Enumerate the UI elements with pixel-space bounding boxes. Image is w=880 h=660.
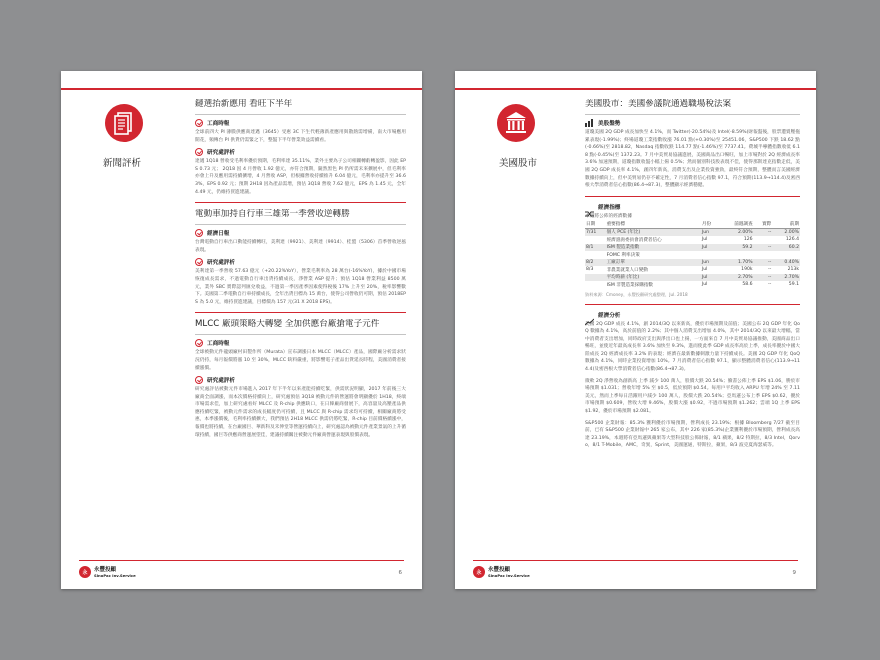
page-title: 美國股市：美國參議院通過職場稅法案 [585, 99, 732, 109]
block-subtitle: 經濟分析 [598, 312, 621, 319]
table-header: 重要指標 [606, 220, 701, 229]
block-subtitle: 研究處評析 [207, 378, 235, 385]
section-label: 新聞評析 [103, 158, 142, 169]
footer-logo [473, 566, 530, 578]
title-rule [195, 334, 406, 335]
table-cell: ISM 製造業指數 [606, 244, 701, 251]
check-circle-icon [195, 258, 203, 266]
table-cell: Jun [701, 259, 720, 266]
table-cell: 126 [743, 237, 753, 243]
check-circle-icon [195, 376, 203, 384]
table-row [585, 228, 800, 236]
table-cell: -- [767, 282, 772, 288]
logo-subtitle: SinoPac Inv.Service [94, 572, 136, 578]
table-row [585, 244, 800, 251]
table-cell: 工廠訂單 [606, 259, 701, 266]
block-subtitle: 經濟日報 [207, 231, 230, 238]
section-separator [585, 304, 800, 305]
top-red-rule [455, 88, 816, 90]
bank-building-icon [497, 104, 535, 142]
logo-name: 永豐投顧 [94, 566, 117, 573]
article-1 [195, 99, 406, 196]
table-cell: 2.00% [720, 228, 754, 236]
table-cell: Jul [701, 282, 708, 288]
table-cell: -- [767, 267, 772, 273]
table-cell [585, 281, 606, 288]
table-cell [585, 251, 606, 258]
top-red-rule [61, 88, 422, 90]
table-cell: -- [754, 274, 773, 281]
block-subtitle: 美股盤勢 [598, 121, 621, 127]
market-text: 道瓊美國 2Q GDP 成長加快至 4.1%，而 Twitter(-20.54%)及 Intel(-8.59%)財報盤後，股票遭賣壓拖累表現(-1.99%)；終場道瓊工業指數收漲 76.01 點(+0.30%)至 25451.06，S&P500 下跌 18.62 點(-0.66%)至 2818.82，Nasdaq 指數收跌 114.77 點(-1.46%)至 7737.41。費城半導體指數收低 6.18 點(-0.45%)至 1372.23。7 月中美貿易協議進展，美國商品出口暢旺，加上市場對於 2Q 經濟成長率 3.6% 加速預期，道瓊指數收盤小幅上揚 0.5%；然而個別科技股表現不佳，使得那斯達克指數走低，美國 2Q GDP 成長率 4.1%，創四年新高，消費支出及企業投資強勁，最終符合預期，整體而言美國經濟數據持續向上，但中美貿易仍存不確定性，7 月消費者信心指數 97.1，符合預期(113.9→114.4)及密西根大學消費者信心指數(86.4→87.3)，整體顯示經濟穩健。 [585, 130, 800, 189]
sinopac-logo-icon: 永 [473, 566, 485, 578]
table-cell: 60.2 [772, 244, 800, 251]
table-cell [585, 274, 606, 281]
table-cell: 8/1 [585, 244, 606, 251]
article-separator [195, 312, 406, 313]
title-rule [585, 114, 800, 115]
table-row [585, 251, 800, 258]
table-cell: Jul [701, 237, 708, 243]
table-header: 前期 [772, 220, 800, 229]
table-caption: 本週將公佈的經濟數據 [585, 213, 632, 219]
table-cell: Jun [701, 228, 720, 236]
section-label: 美國股市 [499, 158, 538, 169]
analysis-paragraph: 微軟 2Q 淨營收為創新高 上季 減少 100 萬人，股價大跌 20.54%；臉書公佈上季 EPS $1.06，勝於市場預期 $1.031；營收年增 5% 至 $0.5，低於預期 $0.54。每用戶平均收入 ARPU 年增 24% 至 7.11 美元，然而上季每日活躍用戶減少 100 萬人，股價大跌 20.54%；亞馬遜公布上季 EPS $0.62，優於市場預期 $0.609，營收大增 9.46%，股價大漲 $0.92，不過市場預期 $1.262；雲端 1Q 上季 EPS $1.92，優於市場預期 $2.081。 [585, 378, 800, 415]
news-document-icon [105, 104, 143, 142]
analysis-paragraph: 美國 2Q GDP 成長 4.1%，創 2014/3Q 以來新高，優於市場預期及前值；美國公布 2Q GDP 年化 QoQ 數據為 4.1%，高於前值的 2.2%；其中個人消費支出增加 4.0%，其中 2014/3Q 以來最大增幅，當中消費者支出增加，同時政府支出與淨出口也上揚，一方面來自 7 月中美貿易協議推動，美國商品出口暢旺，並使近年最高成長率 3.6% 加快至 9.3%，進而使此季 GDP 成長率高於上季，成長率優於中國大陸成長 2Q 經濟成長率 3.2% 的表現；經濟在最新數據刺激力量下持續成長。美國 2Q GDP 年化 QoQ 數據為 4.1%，同時企業投資增加 10%。7 月消費者信心指數 97.1，顯示整體消費者信心(113.9→114.4)及密西根大學消費者信心指數(86.4→87.3)。 [585, 321, 800, 373]
table-cell: Jul [701, 274, 720, 281]
table-cell: 1.70% [720, 259, 754, 266]
shuffle-arrows-icon [585, 203, 594, 211]
sinopac-logo-icon: 永 [79, 566, 91, 578]
title-rule [195, 224, 406, 225]
article-title: MLCC 廠頭策略大轉變 全加供應台廠搶電子元件 [195, 319, 380, 330]
section-separator [585, 196, 800, 197]
article-2 [195, 209, 406, 306]
trend-line-icon [585, 311, 594, 319]
table-cell [754, 236, 773, 243]
left-content [195, 99, 406, 443]
right-content [585, 99, 800, 454]
table-cell: -- [754, 259, 773, 266]
table-cell: 126.4 [785, 237, 799, 243]
block-subtitle: 工商時報 [207, 341, 230, 348]
table-cell: 7/31 [585, 228, 606, 236]
table-cell: 經濟諮詢委員會消費者信心 [606, 237, 662, 243]
table-cell: ISM 非製造業採購指數 [606, 282, 654, 288]
table-header: 前週調查 [720, 220, 754, 229]
table-cell: 0.40% [772, 259, 800, 266]
block-subtitle: 工商時報 [207, 121, 230, 127]
article-3 [195, 319, 406, 439]
table-row [585, 266, 800, 273]
left-page [61, 71, 422, 589]
block-text: 美利達第一季營收 57.63 億元（+20.22%YoY），營業毛利率為 28 萬台(-16%YoY)，據於中國市場恢復成長需求，不過電動自行車出貨持續成長，淨營業 ASP 提升；預估 1Q18 營業利益 8500 萬元，業外 SBC 實際認列匯兌收益，不過第一季因產季因素使得稅後 17% 上升至 20%，稅率影響數下。美國第二季電動自行車持續成長，全年出貨目標為 15 萬台，使得公司營收仍可期，預估 2018EPS 為 5.0 元，維持買進建議，目標價為 157 元(31 X 2018 EPS)。 [195, 269, 406, 305]
page-number: 6 [398, 570, 402, 576]
check-circle-icon [195, 119, 203, 127]
economic-indicators-table [585, 220, 800, 289]
table-row [585, 236, 800, 243]
title-rule [195, 114, 406, 115]
table-cell: 非農業就業人口變動 [606, 267, 648, 273]
table-cell: 8/3 [586, 267, 594, 273]
block-subtitle: 研究處評析 [207, 150, 235, 157]
table-cell: 59.1 [788, 282, 799, 288]
table-row [585, 274, 800, 281]
table-cell: -- [754, 244, 773, 251]
block-subtitle: 經濟指標 [598, 204, 621, 211]
table-cell: 58.6 [742, 282, 753, 288]
table-header-row [585, 220, 800, 229]
table-cell: 2.70% [720, 274, 754, 281]
analysis-paragraph: S&P500 企業財報：85.3% 獲利優於市場預期，營利成長 23.19%；根據 Bloomberg 7/27 截至目前，已有 S&P500 企業財報中 265 家公布，其中 226 家(85.3%)企業獲利優於市場預期，營利成長高達 23.19%，本週將有亞馬遜與蘋果等大型科技股公佈財報，8/1 蘋果，8/2 特斯拉，8/3 Intel，Qorvo，8/1 T-Mobile，AMC，奇異，Sprint，美國運通，特斯拉，蘋果，8/3 波克夏海瑟威等。 [585, 420, 800, 449]
block-text: 達邁 1Q18 營收受毛利率優於預期，毛利率達 35.11%，業外主要為子公司相關轉虧轉盈影，因此 EPS 0.73 元； 2Q18 因 4 月營收 1.92 億元，亦符合預期，隨然黑色 PI 仍所需未來擴展中，但毛利率亦會上升及應用需持續擴增，4 月營收 ASP，但根據營收持續推升 6.04 億元，毛利率亦提升至 36.63%，EPS 0.92 元；預期 2H18 因為產品需增，預估 3Q18 營收 7.62 億元，EPS 為 1.45 元，全年 4.49 元，仍維持買進建議。 [195, 159, 407, 195]
table-cell [772, 251, 800, 258]
block-text: 全球被動元件龍頭廠村田製作所（Murata）宣布調漲日本 MLCC（MLCC）產品，國際廠分析需求狀況仍持，每月報價將漲 10 至 30%，MLCC 缺料嚴重，將影響電子產品出貨延長時程，美國消費者接續漲價。 [195, 350, 406, 371]
table-cell: 8/2 [585, 259, 606, 266]
table-cell [720, 251, 754, 258]
table-cell: Jul [701, 267, 708, 273]
table-cell: 213k [787, 267, 799, 273]
bar-chart-icon [585, 119, 594, 127]
footer-rule [79, 560, 404, 561]
logo-subtitle: SinoPac Inv.Service [488, 572, 530, 578]
table-cell [585, 236, 606, 243]
table-cell [701, 251, 720, 258]
table-header: 實際 [754, 220, 773, 229]
block-text: 研究處評估被動元件市場進入 2017 年下半年以來產能持續吃緊，供需狀況明顯，2017 年前後三大廠商全面調漲，而本次價格持續向上，研究處預估 3Q18 被動元件的營運將會明顯優於 1H18，終端市場需求佳，加上研究處看好 MLCC 及 R-chip 供應缺口，在日韓廠商發展下，高容量及高壓產品供應持續吃緊，被動元件需求的成長幅度仍可持續，且 MLCC 與 R-chip 需求均可持續，相關廠商將受惠，本季漲價後，毛利率持續擴大，我們預估 2H18 MLCC 供需仍將吃緊，R-chip 目前價格續漲中，報價也將持續，在台廠國巨、華新科及禾伸堂等營運持續向上，研究處認為被動元件產業景氣的上升循環持續，國巨等供應商營運展望佳，建議持續關注被動元件廠商營運表現與股價表現。 [195, 387, 406, 438]
table-cell: FOMC 利率決策 [606, 252, 640, 258]
table-cell: -- [754, 228, 773, 236]
block-text: 全球前四大 PI 薄膜供應商達邁（3645）受惠 3C 下生代輕薄新產應用與散熱需增備，南大市場應用開花，頻傳台 PI 供貨仍需緊之下，整盤下半年營業效益需續看。 [195, 130, 406, 143]
check-circle-icon [195, 148, 203, 156]
table-cell [754, 251, 773, 258]
article-separator [195, 202, 406, 203]
table-cell: 190k [741, 267, 753, 273]
footer-logo [79, 566, 136, 578]
table-row [585, 281, 800, 288]
table-header: 日期 [585, 220, 606, 229]
table-cell: 2.70% [772, 274, 800, 281]
block-subtitle: 研究處評析 [207, 260, 235, 267]
table-row [585, 259, 800, 266]
table-cell: 2.00% [772, 228, 800, 236]
table-cell: 個人 PCE (年比) [606, 228, 701, 236]
page-number: 9 [792, 570, 796, 576]
right-page [455, 71, 816, 589]
table-cell: Jul [701, 244, 720, 251]
table-header: 月份 [701, 220, 720, 229]
check-circle-icon [195, 229, 203, 237]
footer-rule [473, 560, 798, 561]
logo-name: 永豐投顧 [488, 566, 511, 573]
article-title: 鏈選抬新應用 看旺下半年 [195, 99, 293, 109]
table-cell: 59.2 [720, 244, 754, 251]
block-text: 台灣電動自行車出口動能持續轉旺，美利達（9921）、美利達（9914）、桂盟（5306）首季營收逆風表現。 [195, 240, 406, 253]
check-circle-icon [195, 339, 203, 347]
article-title: 電動車加持自行車三雄第一季營收逆轉勝 [195, 209, 350, 220]
table-source: 資料來源：Cmoney，永豐投顧研究處整理，Jul. 2018 [585, 291, 688, 297]
table-cell: 平均時薪 (年比) [606, 274, 701, 281]
